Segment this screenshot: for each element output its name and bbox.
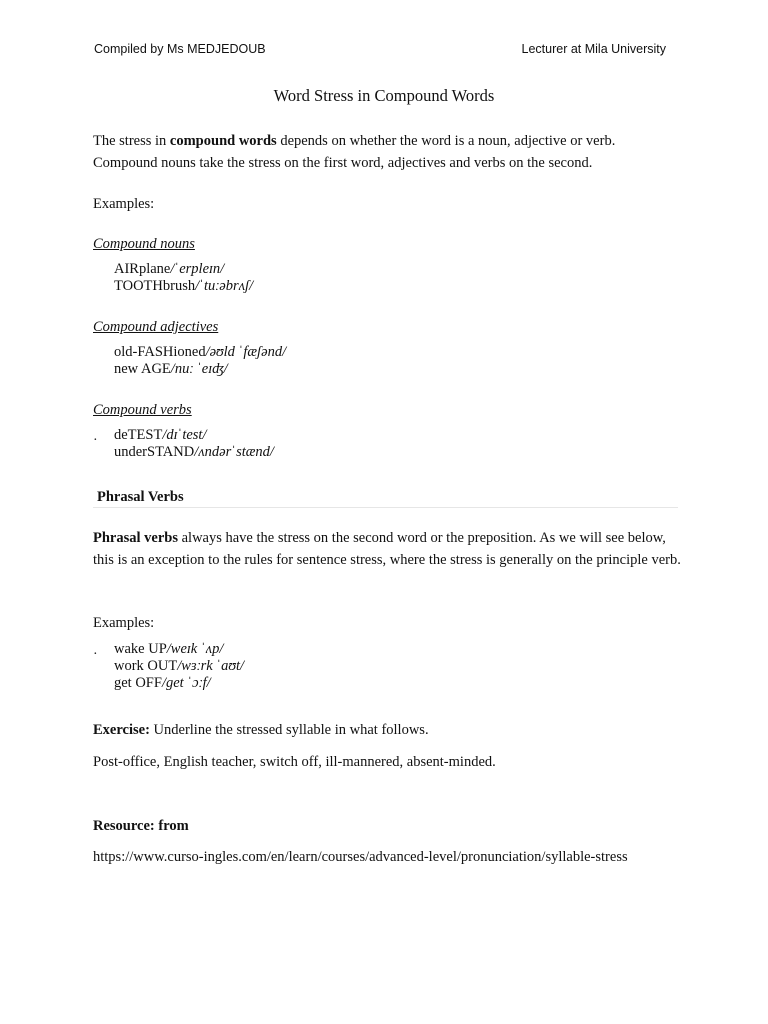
intro-text-end: depends on whether the word is a noun, adjective or verb. Compound nouns take the stress on the first word, adjectives and verbs on the second. bbox=[93, 133, 616, 171]
example-word: AIRplane bbox=[114, 261, 171, 277]
phrasal-bold-term: Phrasal verbs bbox=[93, 530, 178, 546]
example-ipa: /wɜːrk ˈaʊt/ bbox=[177, 658, 244, 674]
example-word: TOOTHbrush bbox=[114, 278, 196, 294]
example-ipa: /weɪk ˈʌp/ bbox=[166, 641, 224, 657]
list-item bbox=[114, 361, 228, 378]
section-heading-phrasal-verbs: Phrasal Verbs bbox=[97, 489, 184, 505]
resource-url: https://www.curso-ingles.com/en/learn/courses/advanced-level/pronunciation/syllable-stress bbox=[93, 849, 628, 865]
intro-text-start: The stress in bbox=[93, 133, 170, 149]
example-word: old-FASHioned bbox=[114, 344, 206, 360]
example-ipa: /ˈerpleɪn/ bbox=[170, 261, 225, 277]
header-author: Compiled by Ms MEDJEDOUB bbox=[94, 42, 266, 56]
resource-label: Resource: from bbox=[93, 818, 189, 834]
phrasal-text: always have the stress on the second word or the preposition. As we will see below, this is an exception to the rules for sentence stress, where the stress is generally on the principle verb. bbox=[93, 530, 681, 568]
example-word: work OUT bbox=[114, 658, 178, 674]
examples-label: Examples: bbox=[93, 615, 155, 631]
example-word: get OFF bbox=[114, 675, 162, 691]
list-item bbox=[114, 344, 286, 361]
list-item bbox=[114, 444, 274, 461]
list-item bbox=[114, 278, 253, 295]
section-heading-compound-verbs: Compound verbs bbox=[93, 402, 192, 418]
example-word: deTEST bbox=[114, 427, 163, 443]
exercise-instruction: Underline the stressed syllable in what follows. bbox=[149, 722, 429, 738]
example-ipa: /ˈtuːəbrʌʃ/ bbox=[195, 278, 254, 294]
example-ipa: /get ˈɔːf/ bbox=[161, 675, 211, 691]
example-ipa: /əʊld ˈfæʃənd/ bbox=[205, 344, 287, 360]
example-ipa: /dɪˈtest/ bbox=[162, 427, 207, 443]
bullet-marker: · bbox=[93, 647, 98, 662]
intro-bold-term: compound words bbox=[169, 133, 277, 149]
divider bbox=[93, 507, 678, 508]
section-heading-compound-nouns: Compound nouns bbox=[93, 236, 195, 252]
list-item bbox=[114, 675, 211, 692]
bullet-marker: · bbox=[93, 433, 98, 448]
list-item bbox=[114, 261, 224, 278]
example-word: new AGE bbox=[114, 361, 171, 377]
list-item bbox=[114, 427, 207, 444]
list-item bbox=[114, 641, 223, 658]
example-ipa: /nuː ˈeɪʤ/ bbox=[170, 361, 228, 377]
exercise-items: Post-office, English teacher, switch off, ill-mannered, absent-minded. bbox=[93, 754, 496, 770]
examples-label: Examples: bbox=[93, 196, 155, 212]
header-affiliation: Lecturer at Mila University bbox=[521, 42, 666, 56]
phrasal-paragraph bbox=[93, 527, 683, 571]
example-word: underSTAND bbox=[114, 444, 195, 460]
section-heading-compound-adjectives: Compound adjectives bbox=[93, 319, 219, 335]
list-item bbox=[114, 658, 244, 675]
exercise-line bbox=[93, 719, 429, 741]
intro-paragraph bbox=[93, 130, 683, 174]
page-title: Word Stress in Compound Words bbox=[273, 86, 495, 105]
example-word: wake UP bbox=[114, 641, 167, 657]
exercise-label: Exercise: bbox=[93, 722, 150, 738]
example-ipa: /ʌndərˈstænd/ bbox=[194, 444, 274, 460]
